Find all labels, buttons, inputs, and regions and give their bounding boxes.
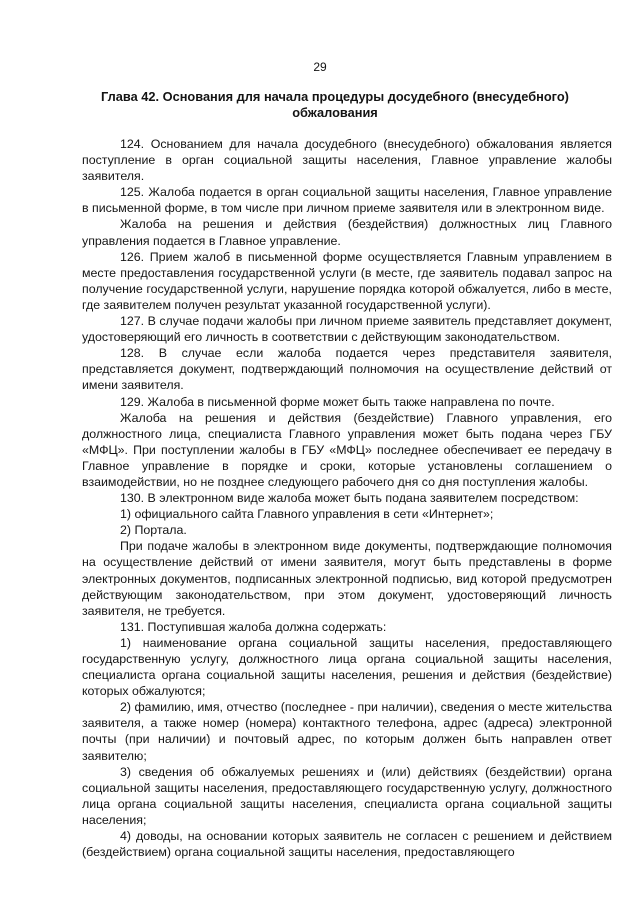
paragraph-130: 130. В электронном виде жалоба может быть подана заявителем посредством: xyxy=(120,491,579,506)
paragraph-125-complaint-on-officials: Жалоба на решения и действия (бездействия) должностных лиц Главного управления подается в Главное управление. xyxy=(82,217,612,248)
paragraph-131-item-1: 1) наименование органа социальной защиты населения, предоставляющего государственную услугу, должностного лица органа социальной защиты населения, специалиста органа социальной защиты населения, решения и действия (бездействие) которых обжалуются; xyxy=(82,635,612,699)
paragraph-131-item-4: 4) доводы, на основании которых заявитель не согласен с решением и действием (бездействием) органа социальной защиты населения, предоставляющего xyxy=(82,829,612,860)
page-number: 29 xyxy=(313,60,327,74)
paragraph-129-mfc: Жалоба на решения и действия (бездействие) Главного управления, его должностного лица, специалиста Главного управления может быть подана через ГБУ «МФЦ». При поступлении жалобы в ГБУ «МФЦ» последнее обеспечивает ее передачу в Главное управление в порядке и сроки, которые установлены соглашением о взаимодействии, но не позднее следующего рабочего дня со дня поступления жалобы. xyxy=(82,410,612,489)
paragraph-128: 128. В случае если жалоба подается через представителя заявителя, представляется документ, подтверждающий полномочия на осуществление действий от имени заявителя. xyxy=(82,346,612,393)
paragraph-125: 125. Жалоба подается в орган социальной защиты населения, Главное управление в письменной форме, в том числе при личном приеме заявителя или в электронном виде. xyxy=(82,185,612,216)
paragraph-124: 124. Основанием для начала досудебного (внесудебного) обжалования является поступление в орган социальной защиты населения, Главное управление жалобы заявителя. xyxy=(82,137,612,184)
paragraph-130-electronic-documents: При подаче жалобы в электронном виде документы, подтверждающие полномочия на осуществление действий от имени заявителя, могут быть представлены в форме электронных документов, подписанных электронной подписью, вид которой предусмотрен действующим законодательством, при этом документ, удостоверяющий личность заявителя, не требуется. xyxy=(82,539,612,618)
paragraph-131: 131. Поступившая жалоба должна содержать: xyxy=(120,619,387,634)
paragraph-130-item-2: 2) Портала. xyxy=(120,523,187,538)
paragraph-130-item-1: 1) официального сайта Главного управления в сети «Интернет»; xyxy=(120,507,494,522)
paragraph-126: 126. Прием жалоб в письменной форме осуществляется Главным управлением в месте предоставления государственной услуги (в месте, где заявитель подавал запрос на получение государственной услуги, нарушение порядка которой обжалуется, либо в месте, где заявителем получен результат указанной государственной услуги). xyxy=(82,249,612,312)
document-body xyxy=(82,136,612,860)
paragraph-131-item-3: 3) сведения об обжалуемых решениях и (или) действиях (бездействии) органа социальной защиты населения, предоставляющего государственную услугу, должностного лица органа социальной защиты населения, специалиста органа социальной защиты населения; xyxy=(82,764,612,827)
paragraph-129: 129. Жалоба в письменной форме может быть также направлена по почте. xyxy=(120,394,555,409)
paragraph-131-item-2: 2) фамилию, имя, отчество (последнее - при наличии), сведения о месте жительства заявителя, а также номер (номера) контактного телефона, адрес (адреса) электронной почты (при наличии) и почтовый адрес, по которым должен быть направлен ответ заявителю; xyxy=(82,700,612,763)
paragraph-127: 127. В случае подачи жалобы при личном приеме заявитель представляет документ, удостоверяющий его личность в соответствии с действующим законодательством. xyxy=(82,314,612,345)
chapter-title: Глава 42. Основания для начала процедуры досудебного (внесудебного) обжалования xyxy=(101,89,569,120)
